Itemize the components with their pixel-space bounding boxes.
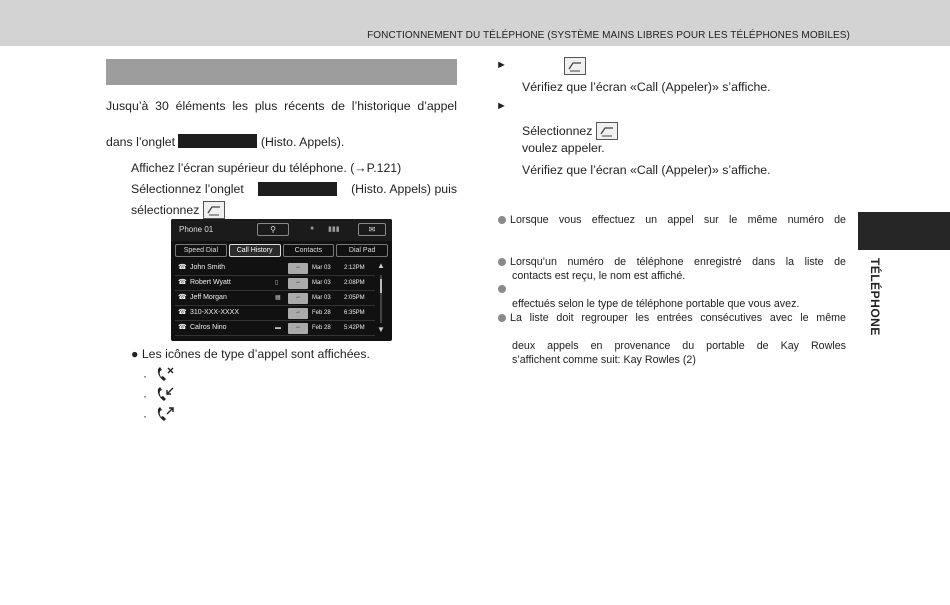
bullet-dot-3: ·	[143, 409, 148, 423]
note-bullet	[498, 285, 506, 293]
scroll-thumb	[380, 279, 382, 293]
intro-text-line2	[106, 134, 344, 150]
list-item	[175, 261, 375, 276]
call-time: 5:42PM	[344, 325, 365, 331]
call-handset-icon: ∽	[288, 293, 308, 304]
call-history-tab-image-2	[258, 182, 337, 196]
call-date: Mar 03	[312, 295, 331, 301]
tab-dial-pad: Dial Pad	[336, 244, 388, 257]
step-2-line2	[131, 201, 225, 219]
call-date: Feb 28	[312, 325, 331, 331]
contact-name: 310-XXX-XXXX	[190, 309, 240, 316]
call-handset-icon: ∽	[288, 263, 308, 274]
running-title: FONCTIONNEMENT DU TÉLÉPHONE (SYSTÈME MAINS LIBRES POUR LES TÉLÉPHONES MOBILES)	[367, 30, 850, 41]
note-2	[498, 255, 846, 269]
note-4-text: La liste doit regrouper les entrées consécutives avec le même	[510, 312, 846, 324]
call-date: Mar 03	[312, 265, 331, 271]
signal-icon: ▮▮▮	[328, 226, 340, 233]
note-4-line3: deux appels en provenance du portable de Kay Rowles	[512, 340, 846, 352]
note-1	[498, 213, 846, 227]
call-date: Feb 28	[312, 310, 331, 316]
screen-phone-title: Phone 01	[179, 225, 214, 234]
intro-before-tab: dans l’onglet	[106, 135, 176, 149]
verify-text-2: Vérifiez que l’écran «Call (Appeler)» s’affiche.	[522, 163, 771, 177]
step-2-after-tab: (Histo. Appels) puis	[351, 182, 457, 196]
call-history-list	[175, 261, 375, 336]
contact-name: Calros Nino	[190, 324, 227, 331]
call-type-icon: ☎	[178, 324, 187, 331]
call-history-tab-image	[178, 134, 257, 148]
phone-screen-image	[171, 219, 392, 341]
contact-name: Jeff Morgan	[190, 294, 227, 301]
call-time: 6:35PM	[344, 310, 365, 316]
call-handset-icon: ∽	[288, 323, 308, 334]
call-handset-icon: ∽	[288, 308, 308, 319]
note-4-line4: s’affichent comme suit: Kay Rowles (2)	[512, 354, 696, 366]
outgoing-call-icon	[155, 406, 175, 423]
call-type-icon: ☎	[178, 279, 187, 286]
verify-text-1: Vérifiez que l’écran «Call (Appeler)» s’affiche.	[522, 80, 771, 94]
select-line	[522, 122, 618, 140]
note-3-line2: effectués selon le type de téléphone portable que vous avez.	[512, 298, 800, 310]
voulez-appeler: voulez appeler.	[522, 141, 605, 155]
icons-note: ● Les icônes de type d’appel sont affichées.	[131, 347, 370, 361]
call-type-icon: ☎	[178, 294, 187, 301]
section-heading-bar	[106, 59, 457, 85]
note-bullet	[498, 314, 506, 322]
call-type-icon: ☎	[178, 264, 187, 271]
contact-name: Robert Wyatt	[190, 279, 231, 286]
chapter-label: TÉLÉPHONE	[868, 258, 882, 336]
intro-after-tab: (Histo. Appels).	[260, 135, 345, 149]
call-handset-icon	[564, 57, 586, 75]
screen-tab-bar	[175, 244, 388, 257]
call-date: Mar 03	[312, 280, 331, 286]
note-1-text: Lorsque vous effectuez un appel sur le même numéro de	[510, 214, 846, 226]
note-4	[498, 311, 846, 325]
mail-icon: ✉	[358, 223, 386, 236]
call-handset-icon: ∽	[288, 278, 308, 289]
note-2-text: Lorsqu’un numéro de téléphone enregistré dans la liste de	[510, 256, 846, 268]
tab-call-history: Call History	[229, 244, 281, 257]
step-arrow-1: ►	[496, 59, 507, 71]
list-item	[175, 306, 375, 321]
scroll-down-icon: ▼	[377, 325, 385, 334]
step-arrow-2: ►	[496, 100, 507, 112]
step-2-select-label: sélectionnez	[131, 203, 200, 217]
call-time: 2:05PM	[344, 295, 365, 301]
chapter-tab	[858, 212, 950, 250]
office-icon: ▦	[275, 295, 281, 301]
note-3	[498, 283, 510, 297]
missed-call-icon	[155, 366, 175, 383]
contact-name: John Smith	[190, 264, 226, 271]
step-1: Affichez l’écran supérieur du téléphone. (→P.121)	[131, 161, 402, 175]
call-handset-icon	[203, 201, 225, 219]
call-time: 2:08PM	[344, 280, 365, 286]
call-time: 2:12PM	[344, 265, 365, 271]
note-bullet	[498, 216, 506, 224]
search-icon: ⚲	[257, 223, 289, 236]
list-item	[175, 321, 375, 336]
note-2-line2: contacts est reçu, le nom est affiché.	[512, 270, 686, 282]
incoming-call-icon	[155, 386, 175, 403]
step-2-line1	[131, 182, 457, 197]
bullet-dot-2: ·	[143, 389, 148, 403]
bluetooth-icon: ●	[310, 225, 315, 232]
tab-speed-dial: Speed Dial	[175, 244, 227, 257]
call-handset-icon	[596, 122, 618, 140]
step-2-before-tab: Sélectionnez l’onglet	[131, 182, 244, 196]
select-label: Sélectionnez	[522, 124, 593, 138]
scroll-up-icon: ▲	[377, 261, 385, 270]
screen-scrollbar	[375, 261, 387, 339]
note-bullet	[498, 258, 506, 266]
list-item	[175, 291, 375, 306]
tab-contacts: Contacts	[283, 244, 335, 257]
bullet-dot-1: ·	[143, 369, 148, 383]
briefcase-icon: ▬	[275, 325, 281, 331]
intro-text-line1: Jusqu’à 30 éléments les plus récents de l’historique d’appel	[106, 99, 457, 113]
mobile-icon: ▯	[275, 280, 279, 286]
call-type-icon: ☎	[178, 309, 187, 316]
list-item	[175, 276, 375, 291]
call-handset-icon-right-1	[564, 57, 586, 75]
